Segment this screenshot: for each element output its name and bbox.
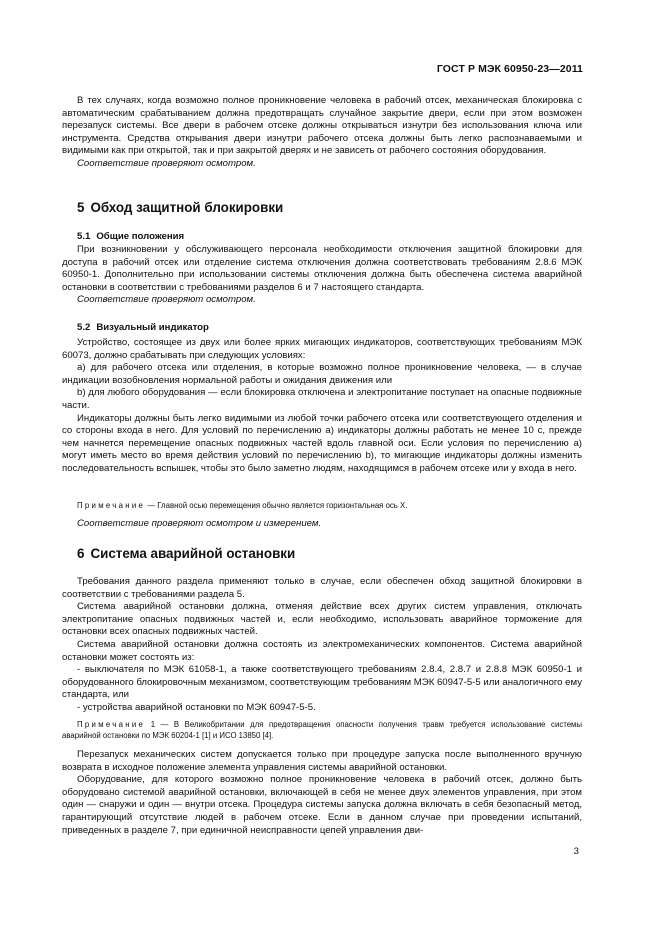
subsection-5-2-item-a: а) для рабочего отсека или отделения, в которые возможно полное проникновение человека, — в случае индикации возобновления нормальной работы и ожидания движения или [62, 362, 582, 386]
page-number: 3 [573, 846, 579, 857]
intro-block [62, 95, 582, 171]
subsection-5-2-paragraph-1: Устройство, состоящее из двух или более ярких мигающих индикаторов, соответствующих требованиям МЭК 60073, должно срабатывать при следующих условиях: [62, 337, 582, 361]
subsection-5-2-heading [62, 322, 582, 335]
subsection-5-1-heading [62, 231, 582, 244]
subsection-5-2-number: 5.2 [77, 322, 91, 333]
section-6-note [62, 719, 582, 741]
section-6-number: 6 [77, 546, 85, 561]
intro-check-note: Соответствие проверяют осмотром. [77, 157, 256, 169]
section-5-title: Обход защитной блокировки [90, 200, 284, 215]
section-5-number: 5 [77, 200, 85, 215]
subsection-5-1-check: Соответствие проверяют осмотром. [77, 294, 256, 306]
subsection-5-1-title: Общие положения [96, 231, 185, 242]
section-6-paragraph-1: Требования данного раздела применяют только в случае, если обеспечен обход защитной блокировки в соответствии с требованиями раздела 5. [62, 576, 582, 600]
section-6-dash-item-2: - устройства аварийной остановки по МЭК 60947-5-5. [77, 701, 316, 713]
subsection-5-1-number: 5.1 [77, 231, 91, 242]
note-text-6: 1 — В Великобритании для предотвращения опасности получения травм требуется использование системы аварийной остановки по МЭК 60204-1 [1] и ИСО 13850 [4]. [62, 720, 582, 740]
intro-paragraph: В тех случаях, когда возможно полное проникновение человека в рабочий отсек, механическая блокировка с автоматическим срабатыванием должна предотвращать случайное закрытие двери, если при этом возможен перезапуск системы. Все двери в рабочем отсеке должны открываться изнутри без использования ключа или инструмента. Средства открывания двери изнутри рабочего отсека должны быть легко распознаваемыми и видимыми как при открытой, так и при закрытой дверях и не зависеть от рабочего состояния оборудования. [62, 95, 582, 157]
note-label-6: Примечание [77, 720, 146, 729]
section-6-heading [62, 546, 582, 562]
subsection-5-1-paragraph: При возникновении у обслуживающего персонала необходимости отключения защитной блокировки для доступа в рабочий отсек или отделение система отключения должна соответствовать требованиям 2.8.6 МЭК 60950-1. Дополнительно при использовании системы отключения должна быть обеспечена система аварийной остановки в соответствии с требованиями разделов 6 и 7 настоящего стандарта. [62, 244, 582, 293]
note-label: Примечание [77, 501, 146, 510]
subsection-5-2-body [62, 337, 582, 476]
section-6-paragraph-5: Оборудование, для которого возможно полное проникновение человека в рабочий отсек, должно быть оборудовано системой аварийной остановки, включающей в себя не менее двух элементов управления, при этом один — снаружи и один — внутри отсека. Процедура системы запуска должна включать в себя безопасный метод, гарантирующий отсутствие людей в рабочем отсеке. Если в данном случае при проведении испытаний, приведенных в разделе 7, при единичной неисправности цепей управления дви- [62, 774, 582, 836]
note-text: — Главной осью перемещения обычно является горизонтальная ось X. [147, 501, 408, 510]
subsection-5-2-check-block [62, 518, 582, 531]
subsection-5-2-note [62, 500, 582, 511]
subsection-5-2-check: Соответствие проверяют осмотром и измерением. [77, 518, 322, 529]
section-5-heading [62, 200, 582, 216]
section-6-paragraph-4: Перезапуск механических систем допускается только при процедуре запуска после выполненного вручную возврата в исходное положение элемента управления системы аварийной остановки. [62, 749, 582, 773]
section-6-title: Система аварийной остановки [90, 546, 296, 561]
running-header: ГОСТ Р МЭК 60950-23—2011 [436, 63, 583, 75]
subsection-5-1-body [62, 244, 582, 307]
subsection-5-2-title: Визуальный индикатор [96, 322, 209, 333]
section-6-body [62, 576, 582, 715]
section-6-paragraph-3: Система аварийной остановки должна состоять из электромеханических компонентов. Система аварийной остановки может состоять из: [62, 638, 582, 663]
subsection-5-2-paragraph-2: Индикаторы должны быть легко видимыми из любой точки рабочего отсека или соответствующего отделения и со стороны входа в него. Для условий по перечислению а) индикаторы должны работать не менее 10 с, прежде чем начнется перемещение опасных подвижных частей вдоль главной оси. Если условия по перечислению а) могут иметь место во время действия условий по перечислению b), то мигающие индикаторы должны изменить последовательность вспышек, чтобы это было заметно людям, находящимся в рабочем отсеке или у входа в него. [62, 412, 582, 474]
section-6-dash-item-1: - выключателя по МЭК 61058-1, а также соответствующего требованиям 2.8.4, 2.8.7 и 2.8.8 МЭК 60950-1 и оборудованного блокировочным механизмом, соответствующим требованиям МЭК 60947-5-5 или аналогичного ему стандарта, или [62, 664, 582, 701]
section-6-body-continued [62, 749, 582, 837]
subsection-5-2-item-b: b) для любого оборудования — если блокировка отключена и электропитание поступает на опасные подвижные части. [62, 387, 582, 411]
section-6-paragraph-2: Система аварийной остановки должна, отменяя действие всех других систем управления, отключать электропитание опасных подвижных частей и, если необходимо, использовать аварийное торможение для остановки всех опасных подвижных частей. [62, 601, 582, 638]
